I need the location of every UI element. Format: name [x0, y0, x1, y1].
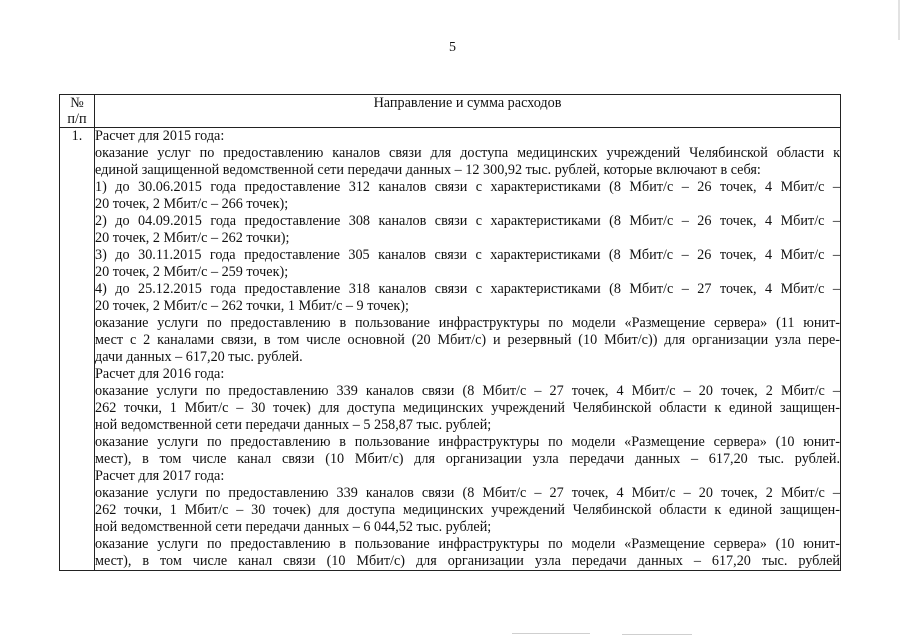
description-line: ной ведомственной сети передачи данных – 6 044,52 тыс. рублей;: [95, 519, 492, 535]
column-header-number-line1: №: [70, 95, 84, 111]
table-header-row: [60, 95, 841, 128]
row-number: 1.: [60, 128, 95, 571]
description-line: 20 точек, 2 Мбит/с – 262 точки);: [95, 230, 290, 246]
description-line: оказание услуги по предоставлению в пользование инфраструктуры по модели «Размещение сервера» (10 юнит-: [95, 536, 840, 552]
description-line: Расчет для 2016 года:: [95, 366, 225, 382]
description-line: 4) до 25.12.2015 года предоставление 318 каналов связи с характеристиками (8 Мбит/с – 27 точек, 4 Мбит/с –: [95, 281, 840, 297]
table-row: [60, 128, 841, 571]
column-header-number: [60, 95, 95, 128]
description-line: Расчет для 2015 года:: [95, 128, 225, 144]
scan-artifact-edge: [898, 0, 900, 40]
description-line: мест), в том числе канал связи (10 Мбит/с) для организации узла передачи данных – 617,20 тыс. рублей.: [95, 451, 840, 467]
description-line: оказание услуги по предоставлению 339 каналов связи (8 Мбит/с – 27 точек, 4 Мбит/с – 20 точек, 2 Мбит/с –: [95, 383, 840, 399]
column-header-description: Направление и сумма расходов: [95, 95, 841, 128]
description-line: 20 точек, 2 Мбит/с – 262 точки, 1 Мбит/с – 9 точек);: [95, 298, 409, 314]
description-line: единой защищенной ведомственной сети передачи данных – 12 300,92 тыс. рублей, которые включают в себя:: [95, 162, 761, 178]
description-line: 20 точек, 2 Мбит/с – 259 точек);: [95, 264, 289, 280]
description-line: ной ведомственной сети передачи данных – 5 258,87 тыс. рублей;: [95, 417, 492, 433]
description-line: мест с 2 каналами связи, в том числе основной (20 Мбит/с) и резервный (10 Мбит/с)) для организации узла пере-: [95, 332, 840, 348]
description-line: 3) до 30.11.2015 года предоставление 305 каналов связи с характеристиками (8 Мбит/с – 26 точек, 4 Мбит/с –: [95, 247, 840, 263]
description-line: Расчет для 2017 года:: [95, 468, 225, 484]
page-number: 5: [449, 40, 456, 55]
expenses-table: [59, 94, 841, 571]
column-header-number-line2: п/п: [67, 111, 87, 127]
scan-artifact-line: [512, 633, 590, 634]
description-line: оказание услуги по предоставлению в пользование инфраструктуры по модели «Размещение сервера» (10 юнит-: [95, 434, 840, 450]
description-line: мест), в том числе канал связи (10 Мбит/с) для организации узла передачи данных – 617,20 тыс. рублей: [95, 553, 840, 569]
description-line: оказание услуг по предоставлению каналов связи для доступа медицинских учреждений Челябинской области к: [95, 145, 840, 161]
description-line: оказание услуги по предоставлению 339 каналов связи (8 Мбит/с – 27 точек, 4 Мбит/с – 20 точек, 2 Мбит/с –: [95, 485, 840, 501]
description-line: 262 точки, 1 Мбит/с – 30 точек) для доступа медицинских учреждений Челябинской области к единой защищен-: [95, 502, 840, 518]
description-line: 2) до 04.09.2015 года предоставление 308 каналов связи с характеристиками (8 Мбит/с – 26 точек, 4 Мбит/с –: [95, 213, 840, 229]
description-line: 1) до 30.06.2015 года предоставление 312 каналов связи с характеристиками (8 Мбит/с – 26 точек, 4 Мбит/с –: [95, 179, 840, 195]
row-description: [95, 128, 841, 571]
description-line: дачи данных – 617,20 тыс. рублей.: [95, 349, 303, 365]
description-line: 20 точек, 2 Мбит/с – 266 точек);: [95, 196, 289, 212]
description-line: оказание услуги по предоставлению в пользование инфраструктуры по модели «Размещение сервера» (11 юнит-: [95, 315, 840, 331]
description-line: 262 точки, 1 Мбит/с – 30 точек) для доступа медицинских учреждений Челябинской области к единой защищен-: [95, 400, 840, 416]
scan-artifact-line: [622, 634, 692, 635]
